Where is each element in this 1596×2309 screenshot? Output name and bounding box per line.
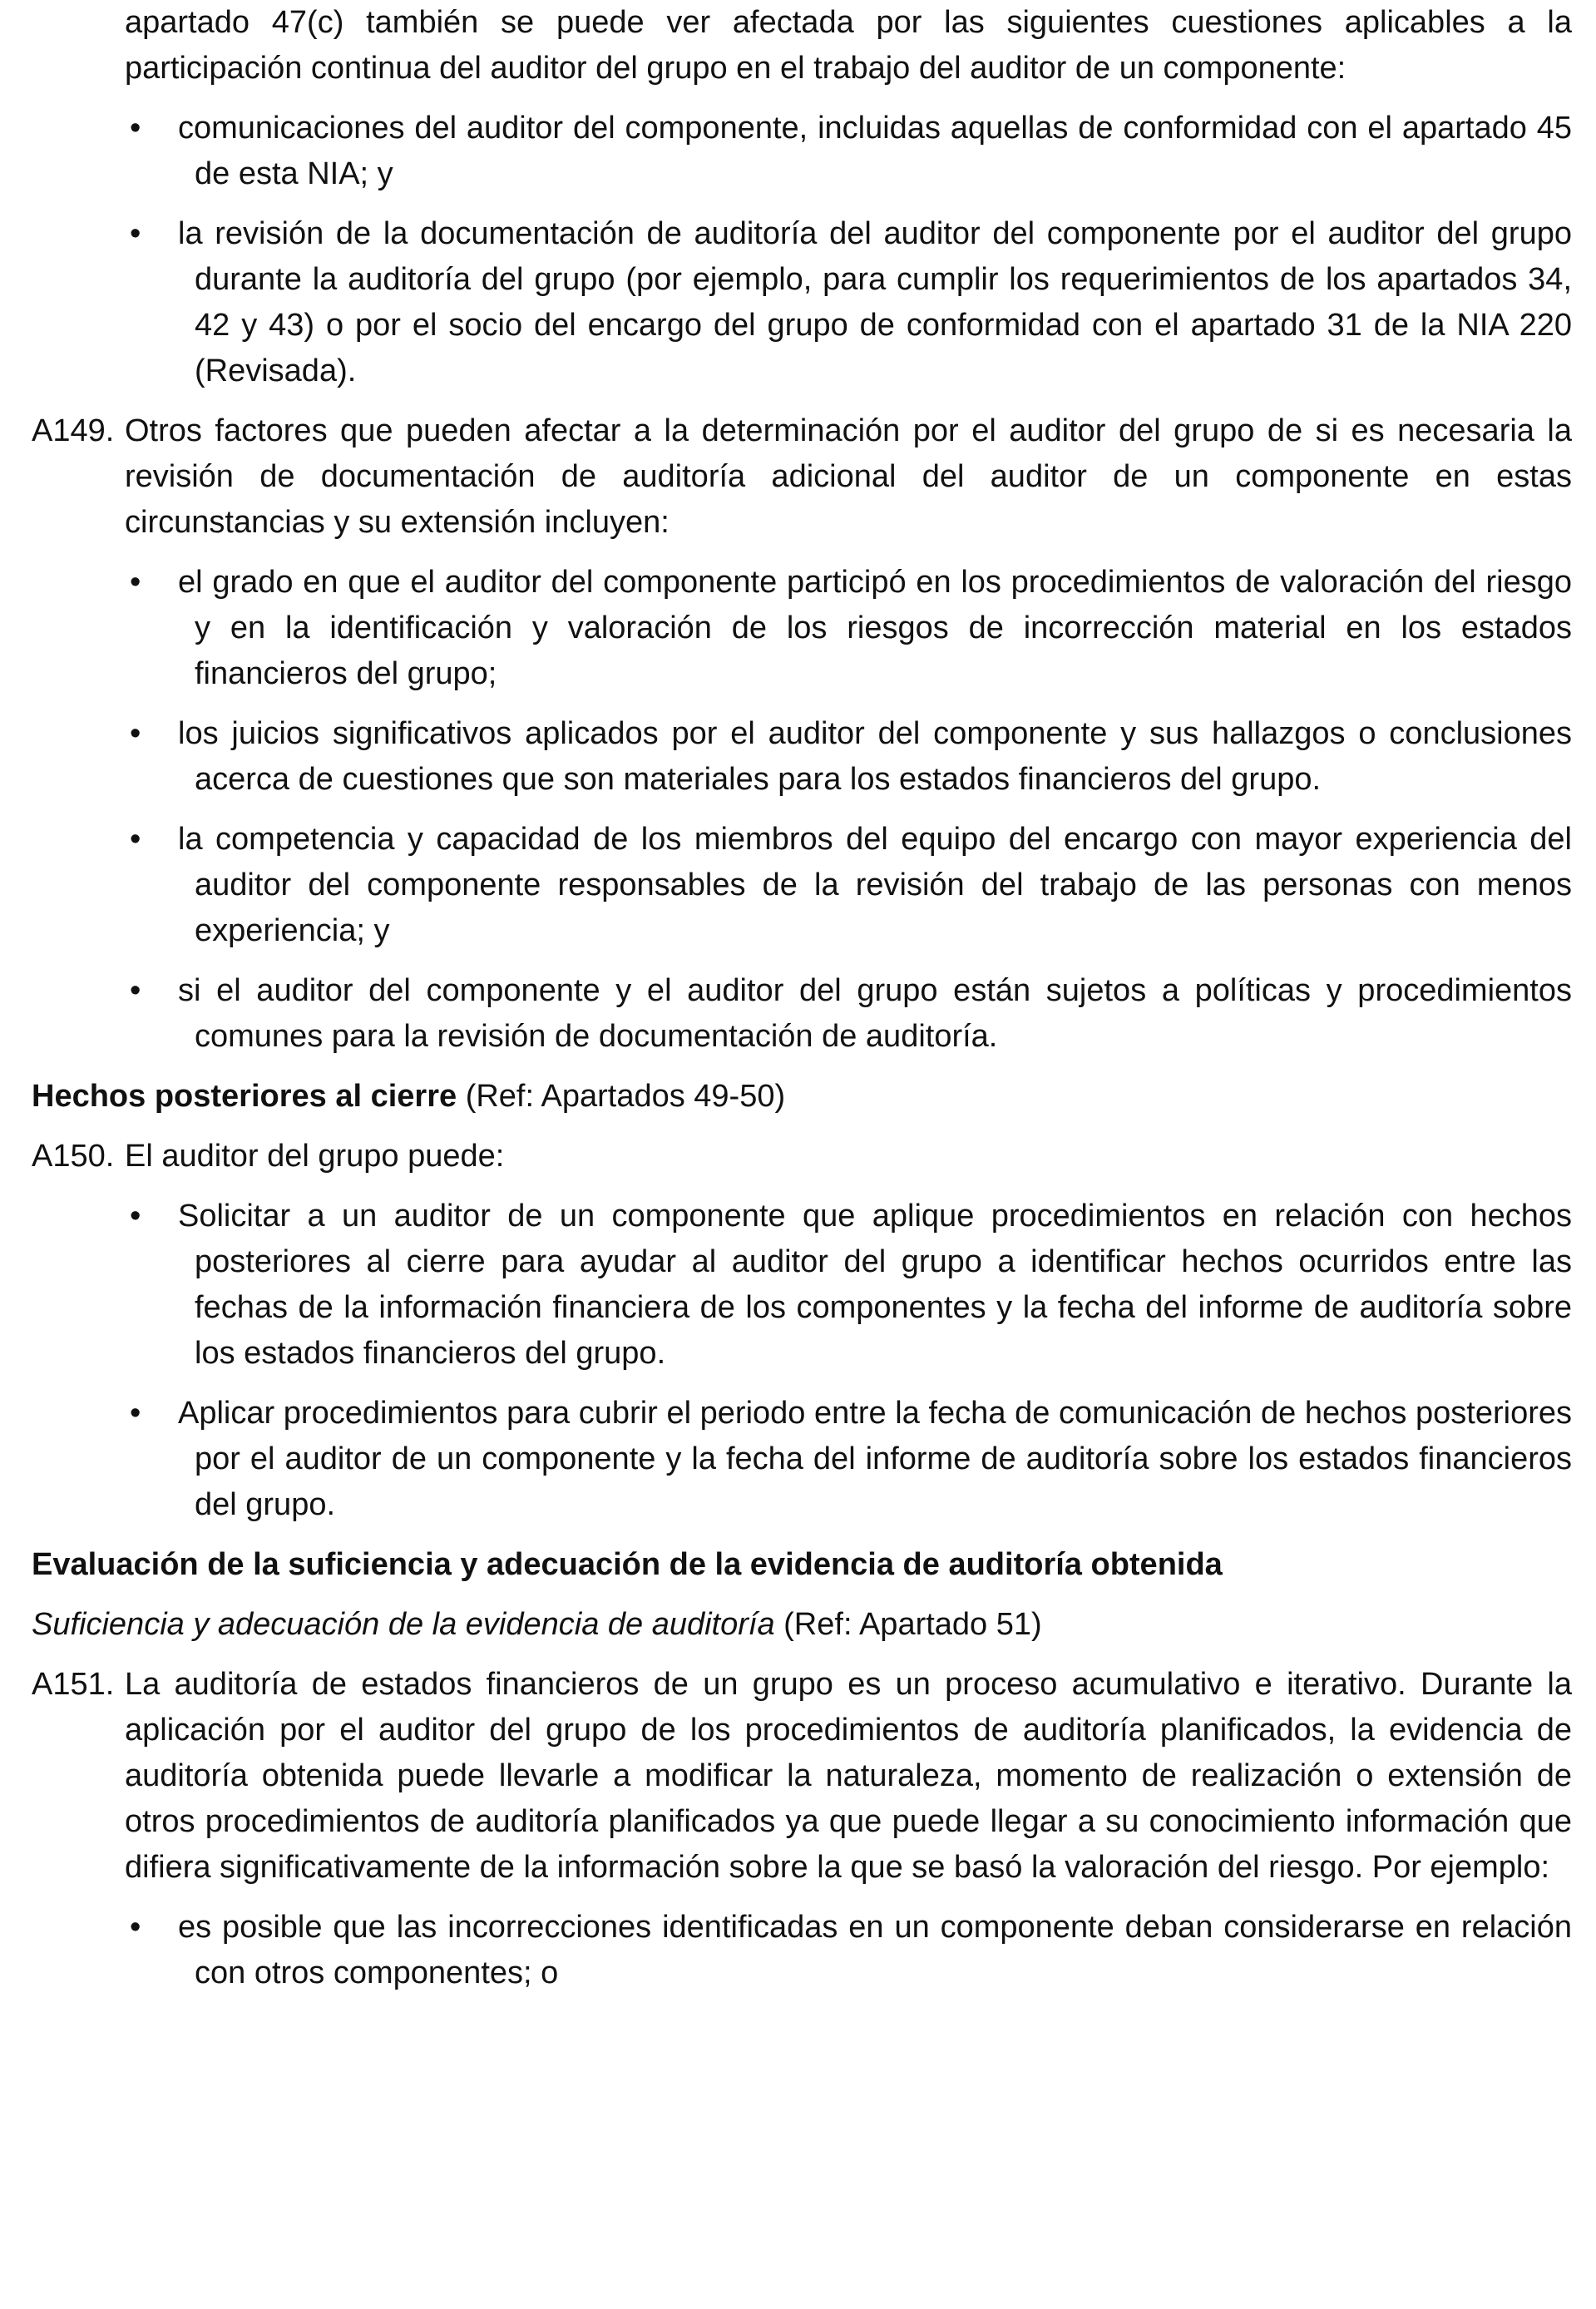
paragraph-a151 (32, 1662, 1572, 1891)
section-heading (32, 1074, 1572, 1120)
list-item-text: comunicaciones del auditor del componente, incluidas aquellas de conformidad con el apartado 45 de esta NIA; y (178, 111, 1572, 191)
paragraph-number: A151. (32, 1667, 115, 1702)
bullet-icon: • (130, 565, 141, 600)
paragraph-a149 (32, 408, 1572, 546)
list-item (32, 711, 1572, 803)
paragraph-a150 (32, 1134, 1572, 1179)
bullet-list (32, 106, 1572, 394)
section-heading-ref: (Ref: Apartados 49-50) (457, 1079, 786, 1114)
bullet-icon: • (130, 1910, 141, 1945)
subsection-heading-title: Suficiencia y adecuación de la evidencia de auditoría (32, 1607, 775, 1642)
paragraph-text: apartado 47(c) también se puede ver afectada por las siguientes cuestiones aplicables a la participación continua del auditor del grupo en el trabajo del auditor de un componente: (125, 5, 1572, 86)
bullet-icon: • (130, 822, 141, 857)
document-body (32, 0, 1572, 1996)
paragraph-number: A150. (32, 1139, 115, 1174)
bullet-list (32, 560, 1572, 1060)
list-item-text: la revisión de la documentación de auditoría del auditor del componente por el auditor del grupo durante la auditoría del grupo (por ejemplo, para cumplir los requerimientos de los apartados 34, 42 y 43) o por el socio del encargo del grupo de conformidad con el apartado 31 de la NIA 220 (Revisada). (178, 216, 1572, 388)
paragraph-text: El auditor del grupo puede: (125, 1139, 505, 1174)
list-item-text: los juicios significativos aplicados por el auditor del componente y sus hallazgos o conclusiones acerca de cuestiones que son materiales para los estados financieros del grupo. (178, 716, 1572, 797)
paragraph-text: Otros factores que pueden afectar a la determinación por el auditor del grupo de si es necesaria la revisión de documentación de auditoría adicional del auditor de un componente en estas circunstancias y su extensión incluyen: (125, 413, 1572, 540)
section-heading (32, 1542, 1572, 1588)
paragraph-text: La auditoría de estados financieros de un grupo es un proceso acumulativo e iterativo. Durante la aplicación por el auditor del grupo de los procedimientos de auditoría planificados, la evidencia de auditoría obtenida puede llevarle a modificar la naturaleza, momento de realización o extensión de otros procedimientos de auditoría planificados ya que puede llegar a su conocimiento información que difiera significativamente de la información sobre la que se basó la valoración del riesgo. Por ejemplo: (125, 1667, 1572, 1885)
bullet-icon: • (130, 111, 141, 146)
paragraph-number: A149. (32, 413, 115, 448)
list-item-text: el grado en que el auditor del componente participó en los procedimientos de valoración del riesgo y en la identificación y valoración de los riesgos de incorrección material en los estados financieros del grupo; (178, 565, 1572, 691)
subsection-heading (32, 1602, 1572, 1648)
bullet-list (32, 1194, 1572, 1528)
list-item-text: Aplicar procedimientos para cubrir el periodo entre la fecha de comunicación de hechos posteriores por el auditor de un componente y la fecha del informe de auditoría sobre los estados financieros del grupo. (178, 1396, 1572, 1522)
list-item (32, 968, 1572, 1060)
list-item-text: si el auditor del componente y el auditor del grupo están sujetos a políticas y procedimientos comunes para la revisión de documentación de auditoría. (178, 973, 1572, 1054)
bullet-icon: • (130, 1396, 141, 1431)
list-item-text: la competencia y capacidad de los miembros del equipo del encargo con mayor experiencia del auditor del componente responsables de la revisión del trabajo de las personas con menos experiencia; y (178, 822, 1572, 948)
bullet-icon: • (130, 1199, 141, 1234)
bullet-icon: • (130, 716, 141, 751)
section-heading-title: Hechos posteriores al cierre (32, 1079, 457, 1114)
bullet-icon: • (130, 216, 141, 251)
list-item (32, 106, 1572, 197)
list-item (32, 1391, 1572, 1528)
paragraph-continuation (32, 0, 1572, 91)
list-item (32, 817, 1572, 954)
list-item (32, 1194, 1572, 1377)
subsection-heading-ref: (Ref: Apartado 51) (774, 1607, 1042, 1642)
bullet-icon: • (130, 973, 141, 1008)
list-item-text: Solicitar a un auditor de un componente que aplique procedimientos en relación con hechos posteriores al cierre para ayudar al auditor del grupo a identificar hechos ocurridos entre las fechas de la información financiera de los componentes y la fecha del informe de auditoría sobre los estados financieros del grupo. (178, 1199, 1572, 1371)
list-item-text: es posible que las incorrecciones identificadas en un componente deban considerarse en relación con otros componentes; o (178, 1910, 1572, 1990)
bullet-list (32, 1905, 1572, 1996)
list-item (32, 1905, 1572, 1996)
list-item (32, 560, 1572, 697)
section-heading-title: Evaluación de la suficiencia y adecuación de la evidencia de auditoría obtenida (32, 1547, 1223, 1582)
list-item (32, 211, 1572, 394)
